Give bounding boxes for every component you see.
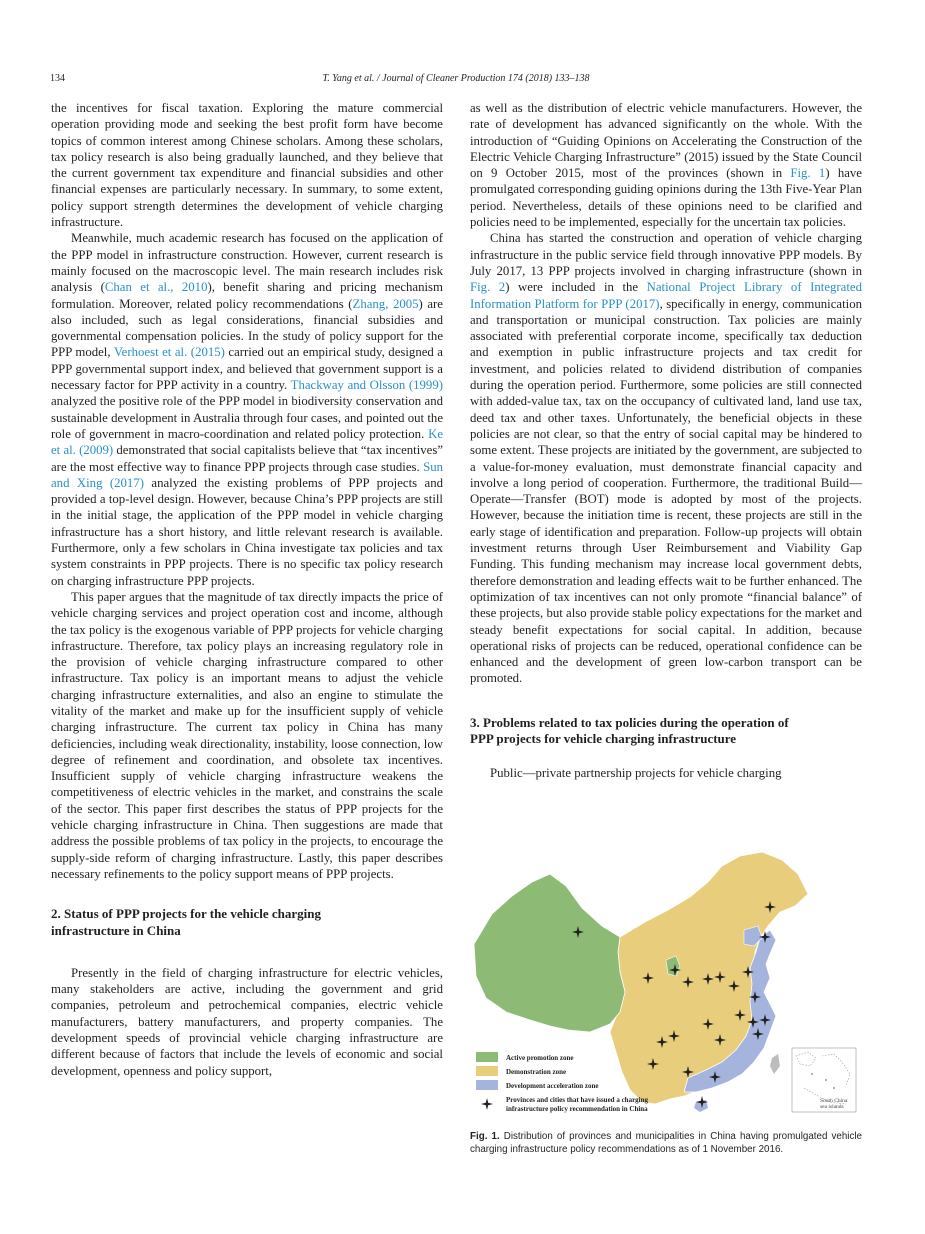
inset-label: sea islands (820, 1104, 844, 1110)
citation-link[interactable]: Ke et al. (2009) (51, 426, 443, 458)
legend-label: infrastructure policy recommendation in China (506, 1105, 648, 1113)
inset-island (825, 1079, 827, 1081)
inset-island (833, 1087, 835, 1089)
paragraph: China has started the construction and operation of vehicle charging infrastructure in the public service field through innovative PPP models. By July 2017, 13 PPP projects involved in charging infrastructure (shown in Fig. 2) were included in the National Project Library of Integrated Information Platform for PPP (2017), specifically in energy, communication and transportation or municipal construction. Tax policies are mainly associated with preferential corporate income, specifically tax deduction and exemption in public infrastructure projects and tax credit for investment, and policies related to dividend distribution of companies during the operation period. Furthermore, some policies are still connected with added-value tax, tax on the occupancy of cultivated land, land use tax, deed tax and other taxes. Unfortunately, the beneficial objects in these policies are not clear, so that the entry of social capital may be hindered to some extent. These projects are initiated by the government, are subjected to a value-for-money evaluation, must demonstrate financial capacity and involve a long period of cooperation. Furthermore, the traditional Build—Operate—Transfer (BOT) mode is adopted by most of the projects. However, because the initiation time is recent, these projects are still in the early stage of identification and preparation. Follow-up projects will obtain investment returns through User Reimbursement and Viability Gap Funding. This funding mechanism may increase local government debts, therefore demonstration and leading effects wait to be further enhanced. The optimization of tax incentives can not only promote “financial balance” of these projects, but also provide stable policy expectations for the market and steady benefit expectations for social capital. In addition, because operational risks of projects can be reduced, operational confidence can be enhanced and the development of green low-carbon transport can be promoted. (470, 231, 862, 686)
citation-link[interactable]: National Project Library of Integrated Information Platform for PPP (2017) (470, 280, 862, 311)
inset-island (811, 1073, 813, 1075)
legend-swatch-demonstration (476, 1066, 498, 1076)
legend-swatch-active (476, 1052, 498, 1062)
right-column (470, 100, 862, 782)
legend-label: Active promotion zone (506, 1054, 574, 1062)
citation-link[interactable]: Thackway and Olsson (1999) (290, 378, 443, 393)
paragraph: Meanwhile, much academic research has focused on the application of the PPP model in infrastructure construction. However, current research is mainly focused on the macroscopic level. The main research includes risk analysis (Chan et al., 2010), benefit sharing and pricing mechanism formulation. Moreover, related policy recommendations (Zhang, 2005) are also included, such as legal considerations, financial subsidies and governmental compensation policies. In the study of policy support for the PPP model, Verhoest et al. (2015) carried out an empirical study, designed a PPP governmental support index, and believed that government support is a necessary factor for PPP activity in a country. Thackway and Olsson (1999) analyzed the positive role of the PPP model in biodiversity conservation and sustainable development in Australia through four cases, and pointed out the role of government in macro-coordination and related policy protection. Ke et al. (2009) demonstrated that social capitalists believe that “tax incentives” are the most effective way to finance PPP projects through case studies. Sun and Xing (2017) analyzed the existing problems of PPP projects and provided a top-level design. However, because China’s PPP projects are still in the initial stage, the application of the PPP model in vehicle charging infrastructure has a short history, and little relevant research is available. Furthermore, only a few scholars in China investigate tax policies and tax system constraints in PPP projects. There is no specific tax policy research on charging infrastructure PPP projects. (51, 231, 443, 588)
paragraph: Presently in the field of charging infrastructure for electric vehicles, many stakeholders are active, including the government and grid companies, petroleum and petrochemical companies, electric vehicle manufacturers, battery manufacturers, and property companies. The development speeds of provincial vehicle charging infrastructure are different because of factors that include the levels of economic and social development, openness and policy support, (51, 965, 443, 1078)
legend-marker-icon (481, 1098, 493, 1110)
running-header (50, 72, 862, 86)
figure-link[interactable]: Fig. 2 (470, 280, 506, 295)
figure-link[interactable]: Fig. 1 (790, 166, 826, 181)
running-head: T. Yang et al. / Journal of Cleaner Production 174 (2018) 133–138 (322, 73, 590, 84)
legend-label: Development acceleration zone (506, 1082, 599, 1090)
section-heading: 2. Status of PPP projects for the vehicle charging infrastructure in China (51, 906, 321, 938)
caption-label: Fig. 1. (470, 1131, 500, 1142)
paragraph: as well as the distribution of electric vehicle manufacturers. However, the rate of development has advanced significantly on the whole. With the introduction of “Guiding Opinions on Accelerating the Construction of the Electric Vehicle Charging Infrastructure” (2015) issued by the State Council on 9 October 2015, most of the provinces (shown in Fig. 1) have promulgated corresponding guiding opinions during the 13th Five-Year Plan period. Nevertheless, details of these opinions need to be clarified and policies need to be implemented, especially for the uncertain tax policies. (470, 101, 862, 230)
legend-label: Provinces and cities that have issued a charging (506, 1096, 649, 1104)
legend-label: Demonstration zone (506, 1068, 567, 1076)
paragraph: Public—private partnership projects for vehicle charging (490, 766, 782, 781)
china-map-graphic (470, 852, 862, 1114)
figure-caption (470, 1130, 862, 1156)
page-number: 134 (50, 73, 65, 84)
taiwan-island (770, 1054, 780, 1074)
active-promotion-zone-region (474, 874, 625, 1032)
paragraph: This paper argues that the magnitude of tax directly impacts the price of vehicle charging services and project operation cost and income, although the tax policy is the exogenous variable of PPP projects for vehicle charging infrastructure. Therefore, tax policy plays an increasing regulatory role in the provision of vehicle charging infrastructure compared to other infrastructure. Tax policy is an important means to adjust the vehicle charging infrastructure externalities, and also an engine to stimulate the vitality of the market and make up for the insufficient supply of vehicle charging infrastructure. The current tax policy in China has many deficiencies, including weak directionality, instability, loose connection, low degree of refinement and coordination, and obsolete tax incentives. Insufficient supply of vehicle charging infrastructure weakens the competitiveness of electric vehicles in the market, and constrains the scale of the sector. This paper first describes the status of PPP projects for the vehicle charging infrastructure in China. Then suggestions are made that address the possible problems of tax policy in the projects, to encourage the supply-side reform of charging infrastructure. Lastly, this paper describes necessary refinements to the policy support means of PPP projects. (51, 589, 443, 881)
citation-link[interactable]: Zhang, 2005 (352, 296, 419, 311)
caption-text: Distribution of provinces and municipalities in China having promulgated vehicle charging infrastructure policy recommendations as of 1 November 2016. (470, 1131, 862, 1155)
citation-link[interactable]: Verhoest et al. (2015) (113, 345, 225, 360)
legend-swatch-development (476, 1080, 498, 1090)
section-heading: 3. Problems related to tax policies during the operation of PPP projects for vehicle charging infrastructure (470, 714, 789, 746)
left-column (51, 100, 443, 1079)
figure-china-map (470, 852, 862, 1114)
paragraph: the incentives for fiscal taxation. Exploring the mature commercial operation providing mode and seeking the best profit form have become topics of common interest among Chinese scholars. Among these scholars, tax policy research is also being gradually launched, and they believe that the current government tax expenditure and financial subsidies and other financial expenses are particularly necessary. In summary, to some extent, policy support strength determines the development of vehicle charging infrastructure. (51, 101, 443, 230)
south-china-sea-inset (792, 1048, 856, 1112)
citation-link[interactable]: Chan et al., 2010 (104, 280, 208, 295)
citation-link[interactable]: Sun and Xing (2017) (51, 459, 443, 490)
inset-label: South China (820, 1098, 848, 1104)
